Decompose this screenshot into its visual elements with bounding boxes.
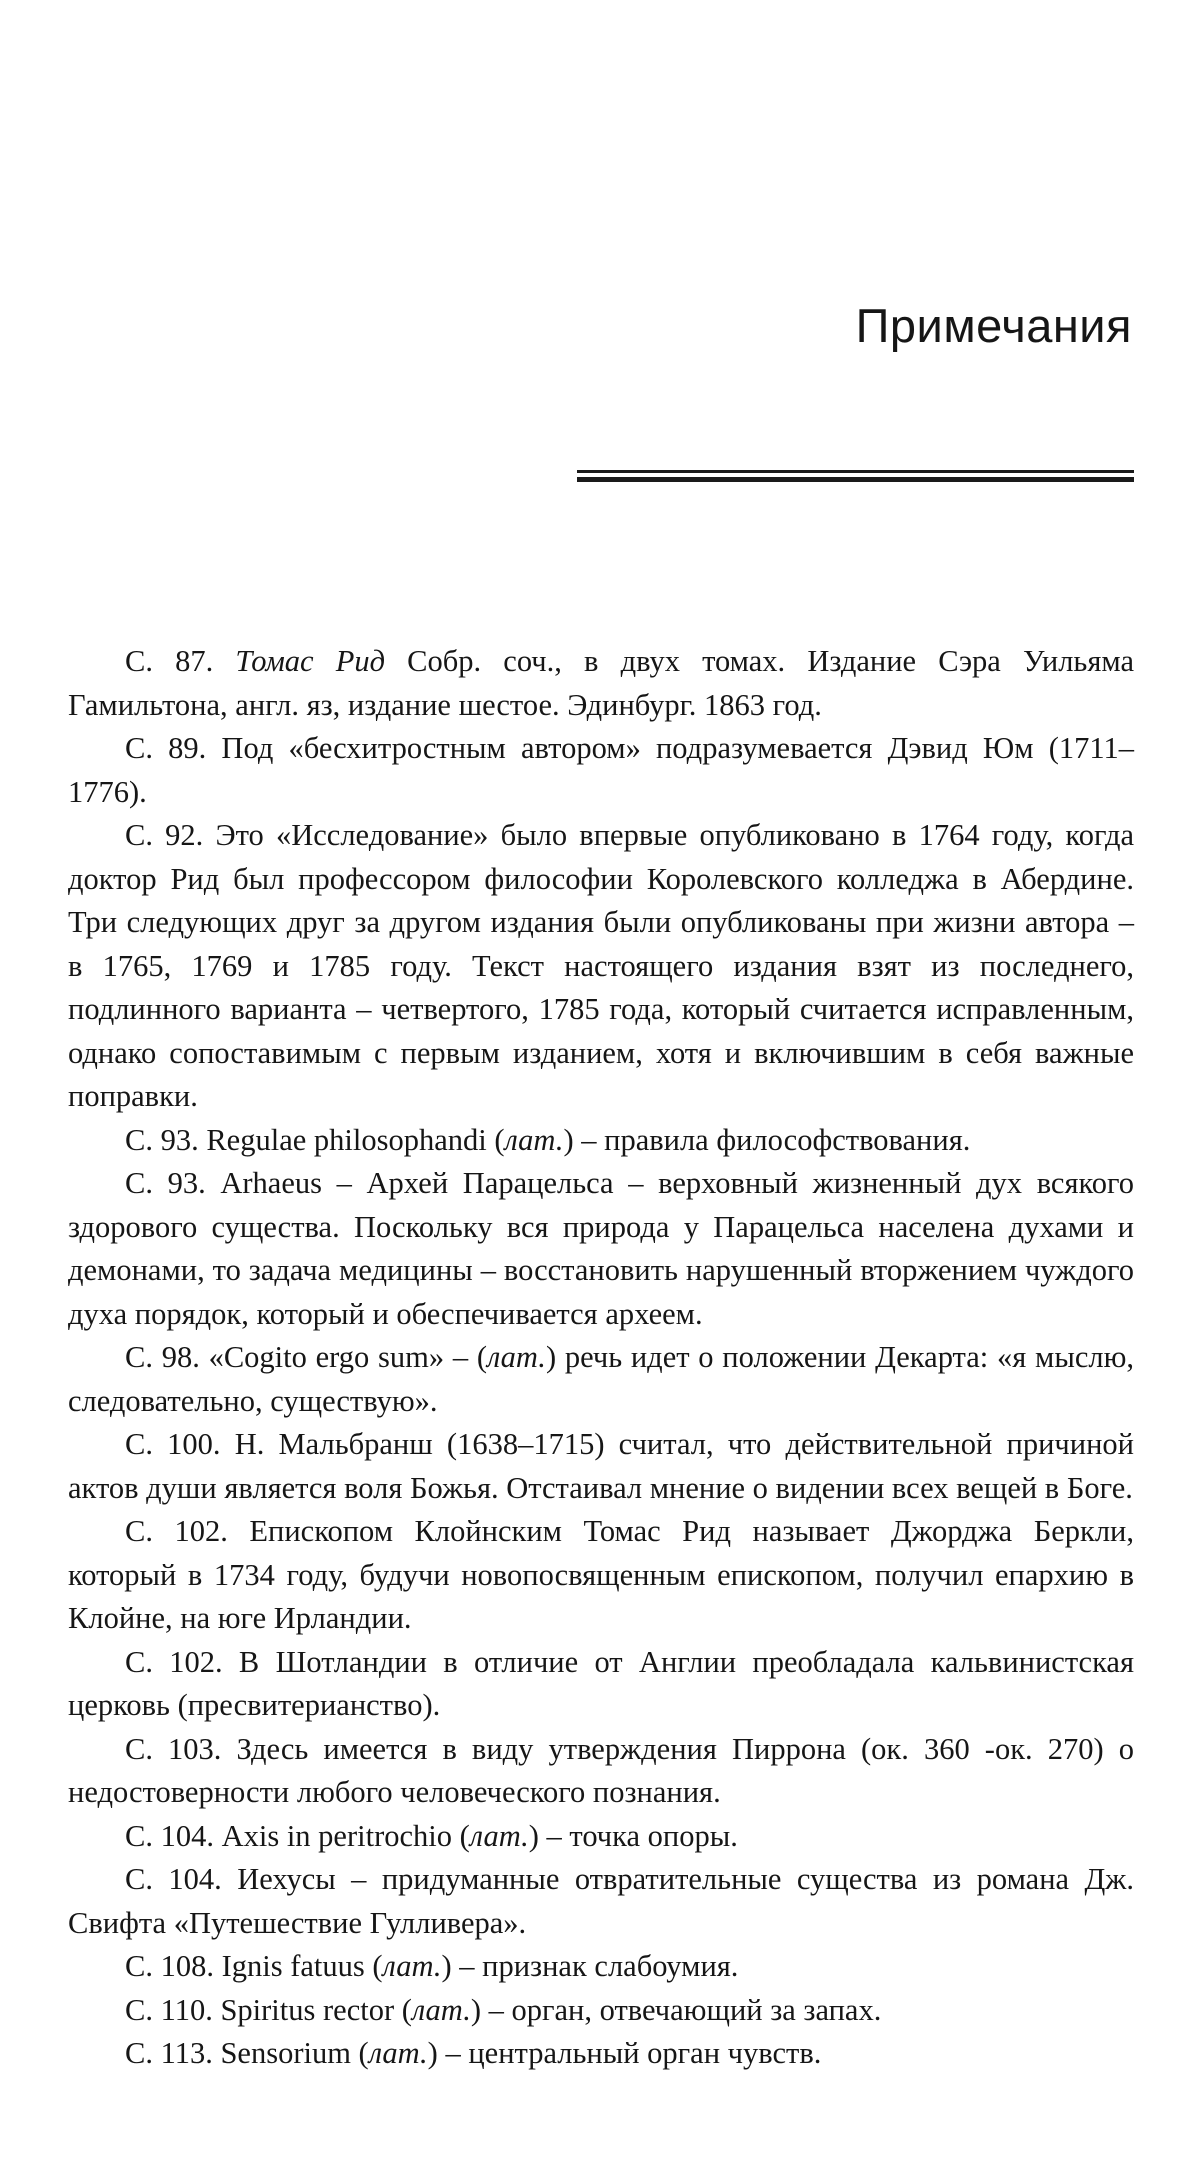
note-item: С. 100. Н. Мальбранш (1638–1715) считал, что действительной причиной актов души является воля Божья. Отстаивал мнение о видении всех вещей в Боге. — [68, 1423, 1134, 1510]
note-item: С. 113. Sensorium (лат.) – центральный орган чувств. — [68, 2032, 1134, 2076]
title-rule-thin — [577, 470, 1134, 473]
notes-list — [68, 640, 1134, 2076]
note-item: С. 102. В Шотландии в отличие от Англии преобладала кальвинистская церковь (пресвитерианство). — [68, 1641, 1134, 1728]
note-item: С. 87. Томас Рид Собр. соч., в двух томах. Издание Сэра Уильяма Гамильтона, англ. яз, издание шестое. Эдинбург. 1863 год. — [68, 640, 1134, 727]
note-item: С. 104. Axis in peritrochio (лат.) – точка опоры. — [68, 1815, 1134, 1859]
note-item: С. 110. Spiritus rector (лат.) – орган, отвечающий за запах. — [68, 1989, 1134, 2033]
page-title: Примечания — [856, 298, 1132, 353]
title-rule-thick — [577, 477, 1134, 482]
note-item: С. 93. Regulae philosophandi (лат.) – правила философствования. — [68, 1119, 1134, 1163]
note-item: С. 98. «Cogito ergo sum» – (лат.) речь идет о положении Декарта: «я мыслю, следовательно, существую». — [68, 1336, 1134, 1423]
note-item: С. 92. Это «Исследование» было впервые опубликовано в 1764 году, когда доктор Рид был профессором философии Королевского колледжа в Абердине. Три следующих друг за другом издания были опубликованы при жизни автора – в 1765, 1769 и 1785 году. Текст настоящего издания взят из последнего, подлинного варианта – четвертого, 1785 года, который считается исправленным, однако сопоставимым с первым изданием, хотя и включившим в себя важные поправки. — [68, 814, 1134, 1119]
note-item: С. 104. Иехусы – придуманные отвратительные существа из романа Дж. Свифта «Путешествие Гулливера». — [68, 1858, 1134, 1945]
note-item: С. 108. Ignis fatuus (лат.) – признак слабоумия. — [68, 1945, 1134, 1989]
note-item: С. 103. Здесь имеется в виду утверждения Пиррона (ок. 360 -ок. 270) о недостоверности любого человеческого познания. — [68, 1728, 1134, 1815]
note-item: С. 102. Епископом Клойнским Томас Рид называет Джорджа Беркли, который в 1734 году, будучи новопосвященным епископом, получил епархию в Клойне, на юге Ирландии. — [68, 1510, 1134, 1641]
note-item: С. 93. Arhaeus – Архей Парацельса – верховный жизненный дух всякого здорового существа. Поскольку вся природа у Парацельса населена духами и демонами, то задача медицины – восстановить нарушенный вторжением чуждого духа порядок, который и обеспечивается археем. — [68, 1162, 1134, 1336]
note-item: С. 89. Под «бесхитростным автором» подразумевается Дэвид Юм (1711–1776). — [68, 727, 1134, 814]
